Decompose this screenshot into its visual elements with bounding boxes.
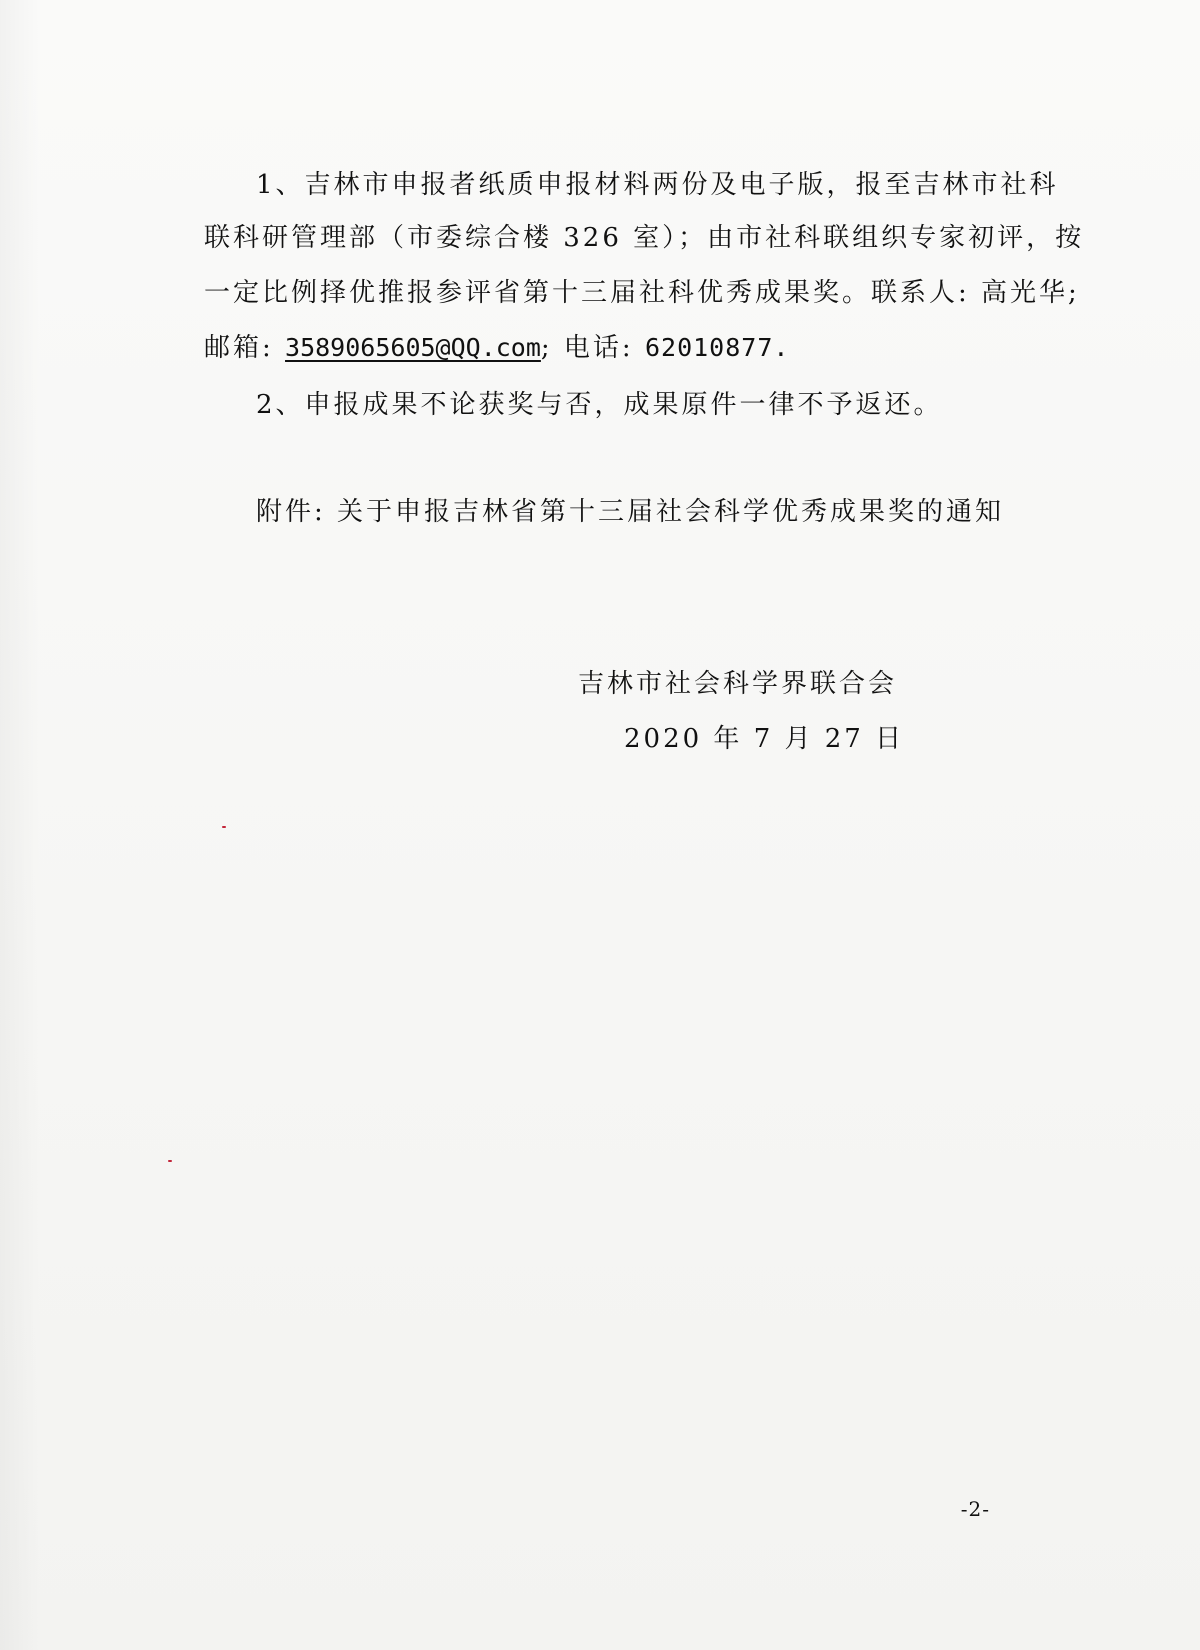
item1-line2: 联科研管理部（市委综合楼 326 室）；由市社科联组织专家初评，按 (204, 223, 1085, 253)
email-label: 邮箱: (204, 333, 286, 363)
email-link[interactable]: 3589065605@QQ.com (285, 333, 541, 362)
item1-line1: 1、吉林市申报者纸质申报材料两份及电子版，报至吉林市社科 (256, 170, 1059, 200)
signature-date: 2020 年 7 月 27 日 (624, 724, 905, 754)
phone-number: 62010877. (644, 333, 790, 362)
item2-line: 2、申报成果不论获奖与否，成果原件一律不予返还。 (256, 390, 943, 420)
phone-label: ; 电话: (540, 333, 645, 363)
signature-organization: 吉林市社会科学界联合会 (578, 669, 898, 699)
attachment-line: 附件: 关于申报吉林省第十三届社会科学优秀成果奖的通知 (256, 497, 1005, 527)
scan-shadow (0, 0, 40, 1650)
page-number: -2- (960, 1497, 990, 1521)
scan-speck (222, 826, 226, 828)
item1-line4 (204, 335, 789, 361)
item1-line3: 一定比例择优推报参评省第十三届社科优秀成果奖。联系人: 高光华; (204, 278, 1080, 308)
scan-speck (168, 1160, 172, 1162)
